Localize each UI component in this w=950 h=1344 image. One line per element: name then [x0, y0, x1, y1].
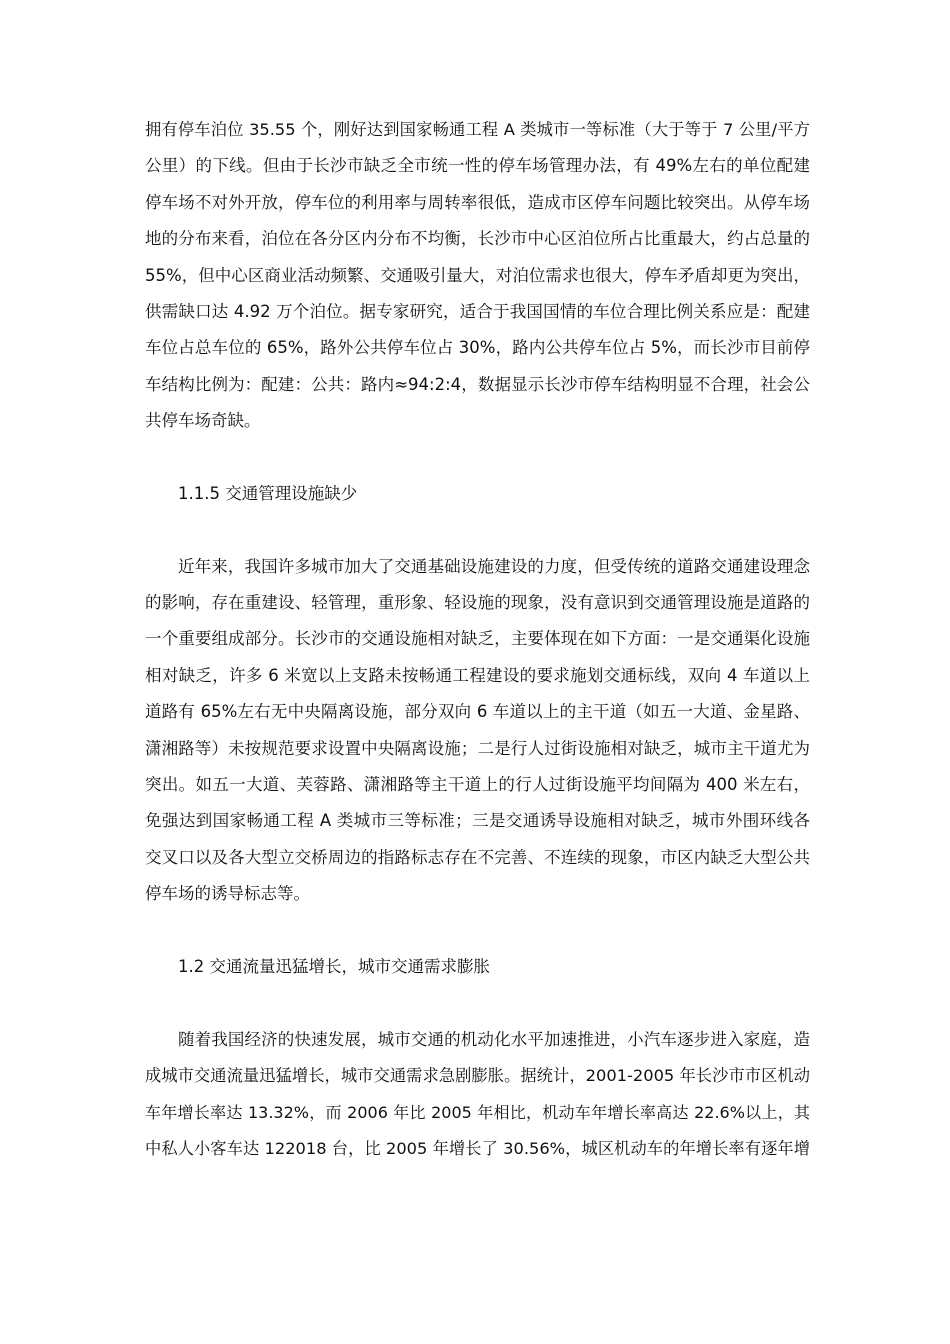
text-line: 突出。如五一大道、芙蓉路、潇湘路等主干道上的行人过街设施平均间隔为 400 米左右， [145, 775, 810, 795]
text-line: 中私人小客车达 122018 台，比 2005 年增长了 30.56%，城区机动车的年增长率有逐年增 [145, 1138, 810, 1158]
text-line: 相对缺乏，许多 6 米宽以上支路未按畅通工程建设的要求施划交通标线，双向 4 车道以上 [145, 665, 810, 685]
paragraph [145, 1022, 810, 1168]
document-page [145, 112, 810, 1167]
text-line: 车结构比例为：配建：公共：路内≈94:2:4，数据显示长沙市停车结构明显不合理，社会公 [145, 374, 810, 394]
text-line: 55%，但中心区商业活动频繁、交通吸引量大，对泊位需求也很大，停车矛盾却更为突出， [145, 265, 810, 285]
text-line: 一个重要组成部分。长沙市的交通设施相对缺乏，主要体现在如下方面：一是交通渠化设施 [145, 629, 810, 649]
text-line: 道路有 65%左右无中央隔离设施，部分双向 6 车道以上的主干道（如五一大道、金星路、 [145, 702, 810, 722]
section-heading: 1.2 交通流量迅猛增长，城市交通需求膨胀 [178, 956, 490, 976]
text-line: 地的分布来看，泊位在各分区内分布不均衡，长沙市中心区泊位所占比重最大，约占总量的 [145, 229, 810, 249]
section-heading: 1.1.5 交通管理设施缺少 [178, 483, 358, 503]
text-line: 车位占总车位的 65%，路外公共停车位占 30%，路内公共停车位占 5%，而长沙市目前停 [145, 338, 810, 358]
text-line: 的影响，存在重建设、轻管理，重形象、轻设施的现象，没有意识到交通管理设施是道路的 [145, 593, 810, 613]
text-line: 随着我国经济的快速发展，城市交通的机动化水平加速推进，小汽车逐步进入家庭，造 [178, 1029, 810, 1049]
text-line: 交叉口以及各大型立交桥周边的指路标志存在不完善、不连续的现象，市区内缺乏大型公共 [145, 847, 810, 867]
text-line: 免强达到国家畅通工程 A 类城市三等标准；三是交通诱导设施相对缺乏，城市外围环线各 [145, 811, 810, 831]
text-line: 成城市交通流量迅猛增长，城市交通需求急剧膨胀。据统计，2001-2005 年长沙市市区机动 [145, 1066, 810, 1086]
text-line: 停车场不对外开放，停车位的利用率与周转率很低，造成市区停车问题比较突出。从停车场 [145, 192, 810, 212]
text-line: 供需缺口达 4.92 万个泊位。据专家研究，适合于我国国情的车位合理比例关系应是：配建 [145, 301, 810, 321]
text-line: 车年增长率达 13.32%，而 2006 年比 2005 年相比，机动车年增长率高达 22.6%以上，其 [145, 1102, 810, 1122]
paragraph [145, 112, 810, 440]
paragraph [145, 549, 810, 913]
text-line: 共停车场奇缺。 [145, 411, 261, 431]
text-line: 停车场的诱导标志等。 [145, 884, 310, 904]
text-line: 拥有停车泊位 35.55 个，刚好达到国家畅通工程 A 类城市一等标准（大于等于 7 公里/平方 [145, 120, 810, 139]
text-line: 潇湘路等）未按规范要求设置中央隔离设施；二是行人过街设施相对缺乏，城市主干道尤为 [145, 738, 810, 758]
text-line: 近年来，我国许多城市加大了交通基础设施建设的力度，但受传统的道路交通建设理念 [178, 556, 810, 576]
text-line: 公里）的下线。但由于长沙市缺乏全市统一性的停车场管理办法，有 49%左右的单位配建 [145, 156, 810, 176]
